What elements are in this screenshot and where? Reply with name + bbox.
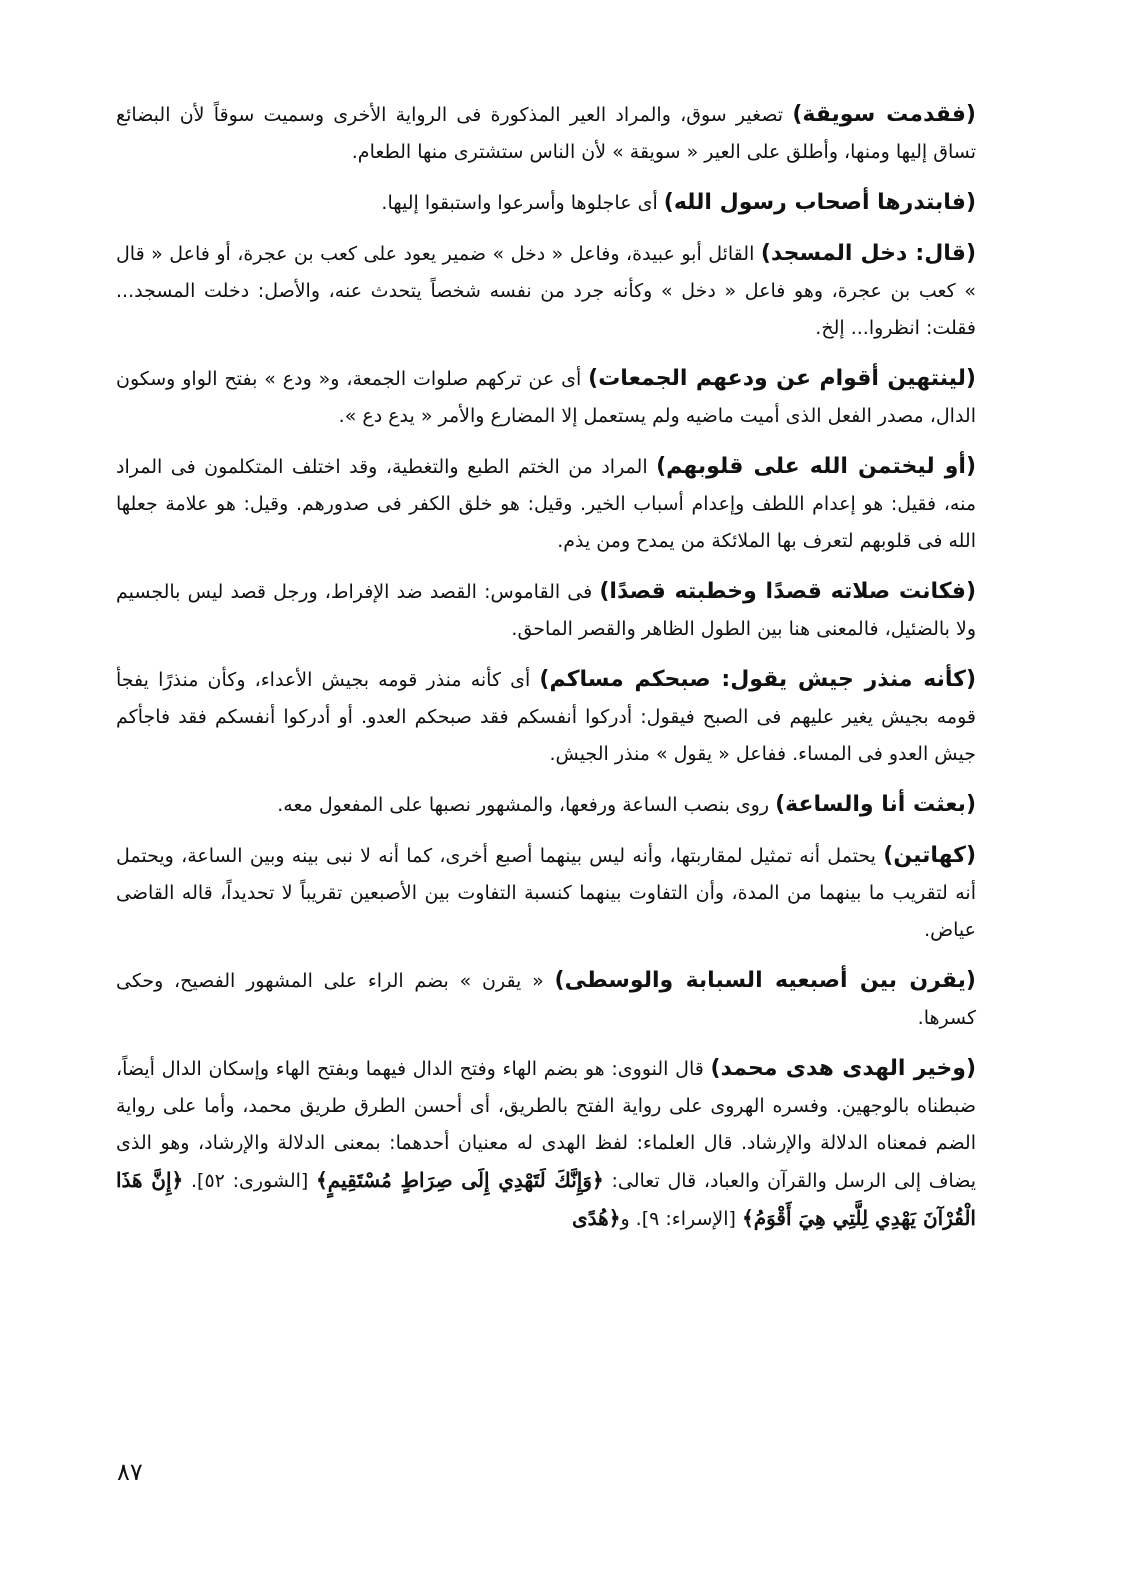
paragraph-mundhir-jaysh — [116, 661, 976, 773]
paragraph-kahatayn — [116, 837, 976, 949]
page-number: ٨٧ — [117, 1458, 143, 1486]
paragraph-text: القائل أبو عبيدة، وفاعل « دخل » ضمير يعود على كعب بن عجرة، أو فاعل « قال » كعب بن عجرة، وهو فاعل « دخل » وكأنه جرد من نفسه شخصاً يتحدث عنه، والأصل: دخلت المسجد... فقلت: انظروا... إلخ. — [116, 243, 976, 339]
quran-verse-continued: ﴿هُدًى — [572, 1206, 621, 1230]
paragraph-heading: (أو ليختمن الله على قلوبهم) — [656, 454, 976, 479]
paragraph-khayr-alhuda — [116, 1050, 976, 1238]
verse-reference: [الإسراء: ٩]. و — [620, 1208, 742, 1230]
paragraph-text: فى القاموس: القصد ضد الإفراط، ورجل قصد ليس بالجسيم ولا بالضئيل، فالمعنى هنا بين الطول الظاهر والقصر الماحق. — [116, 581, 976, 640]
paragraph-text: روى بنصب الساعة ورفعها، والمشهور نصبها على المفعول معه. — [277, 794, 776, 816]
paragraph-heading: (قال: دخل المسجد) — [760, 241, 977, 266]
text-column — [116, 96, 976, 1248]
paragraph-text: المراد من الختم الطبع والتغطية، وقد اختلف المتكلمون فى المراد منه، فقيل: هو إعدام اللطف وإعدام أسباب الخير. وقيل: هو خلق الكفر فى صدورهم. وقيل: هو علامة جعلها الله فى قلوبهم لتعرف بها الملائكة من يمدح ومن يذم. — [116, 456, 976, 552]
paragraph-sawiqa — [116, 96, 976, 171]
paragraph-heading: (بعثت أنا والساعة) — [775, 792, 976, 817]
paragraph-text: أى عن تركهم صلوات الجمعة، و« ودع » بفتح الواو وسكون الدال، مصدر الفعل الذى أميت ماضيه ولم يستعمل إلا المضارع والأمر « يدع دع ». — [116, 368, 976, 427]
paragraph-text: « يقرن » بضم الراء على المشهور الفصيح، وحكى كسرها. — [116, 970, 976, 1029]
paragraph-heading: (فكانت صلاته قصدًا وخطبته قصدًا) — [599, 579, 977, 604]
paragraph-khatm-qulub — [116, 448, 976, 560]
paragraph-dakhala-almasjid — [116, 235, 976, 347]
paragraph-qasdan — [116, 573, 976, 648]
quran-verse-shura: ﴿وَإِنَّكَ لَتَهْدِي إِلَى صِرَاطٍ مُسْتَقِيمٍ﴾ — [316, 1168, 604, 1192]
paragraph-text: أى عاجلوها وأسرعوا واستبقوا إليها. — [381, 192, 664, 214]
paragraph-text: يحتمل أنه تمثيل لمقاربتها، وأنه ليس بينهما أصبع أخرى، كما أنه لا نبى بينه وبين الساعة، ويحتمل أنه لتقريب ما بينهما من المدة، وأن التفاوت بينهما كنسبة التفاوت بين الأصبعين تقريباً لا تحديداً، قاله القاضى عياض. — [116, 845, 976, 941]
paragraph-heading: (وخير الهدى هدى محمد) — [710, 1056, 976, 1081]
paragraph-buithtu — [116, 786, 976, 824]
verse-reference: [الشورى: ٥٢]. — [183, 1170, 317, 1192]
quran-verse-isra: ﴿إِنَّ هَذَا الْقُرْآنَ يَهْدِي لِلَّتِي هِيَ أَقْوَمُ﴾ — [116, 1168, 976, 1230]
paragraph-heading: (كأنه منذر جيش يقول: صبحكم مساكم) — [539, 667, 977, 692]
paragraph-heading: (كهاتين) — [883, 843, 976, 868]
paragraph-text: أى كأنه منذر قومه بجيش الأعداء، وكأن منذرًا يفجأ قومه بجيش يغير عليهم فى الصبح فيقول: أدركوا أنفسكم فقد صبحكم العدو. أو أدركوا أنفسكم فقد فاجأكم جيش العدو فى المساء. ففاعل « يقول » منذر الجيش. — [116, 669, 976, 765]
paragraph-text: قال النووى: هو بضم الهاء وفتح الدال فيهما وبفتح الهاء وإسكان الدال أيضاً، ضبطناه بالوجهين. وفسره الهروى على رواية الفتح بالطريق، أى أحسن الطرق طريق محمد، وأما على رواية الضم فمعناه الدلالة والإرشاد. قال العلماء: لفظ الهدى له معنيان أحدهما: بمعنى الدلالة والإرشاد، وهو الذى يضاف إلى الرسل والقرآن والعباد، قال تعالى: — [116, 1058, 976, 1192]
paragraph-text: تصغير سوق، والمراد العير المذكورة فى الرواية الأخرى وسميت سوقاً لأن البضائع تساق إليها ومنها، وأطلق على العير « سويقة » لأن الناس ستشترى منها الطعام. — [116, 104, 976, 163]
paragraph-heading: (فابتدرها أصحاب رسول الله) — [663, 190, 976, 215]
paragraph-heading: (لينتهين أقوام عن ودعهم الجمعات) — [588, 366, 976, 391]
paragraph-wad-aljumuat — [116, 360, 976, 435]
paragraph-heading: (فقدمت سويقة) — [792, 102, 976, 127]
paragraph-heading: (يقرن بين أصبعيه السبابة والوسطى) — [554, 968, 976, 993]
paragraph-ibtadaraha — [116, 184, 976, 222]
paragraph-yaqrinu — [116, 962, 976, 1037]
